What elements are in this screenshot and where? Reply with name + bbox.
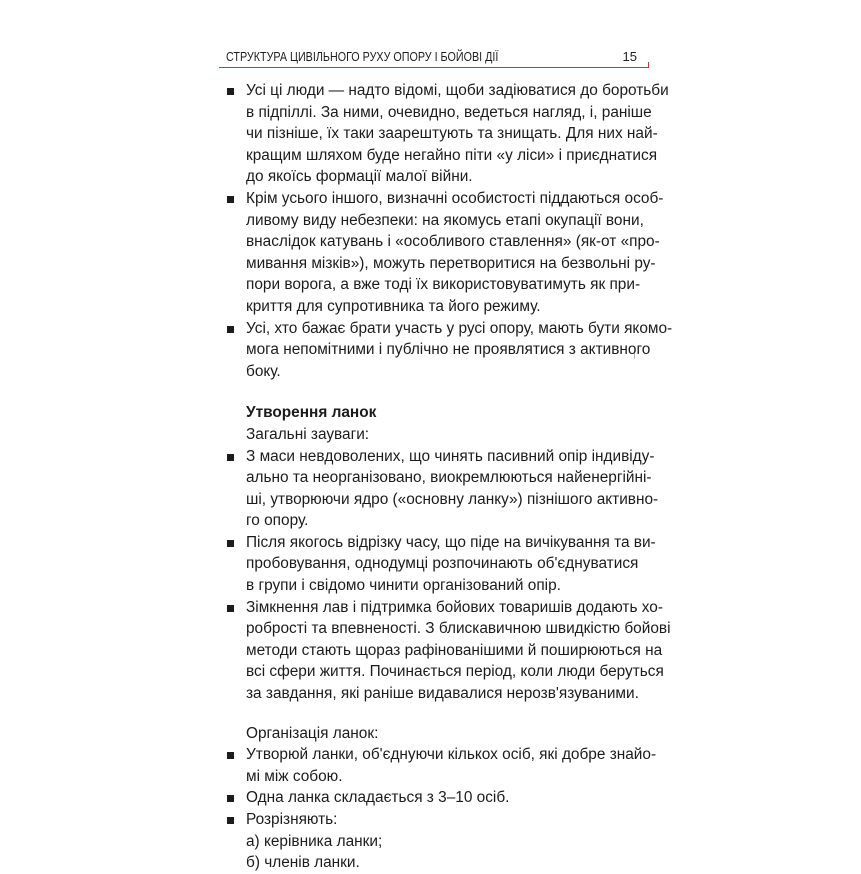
bullet-square-icon <box>227 88 234 95</box>
bullet-square-icon <box>227 326 234 333</box>
bullet-paragraph <box>224 446 659 532</box>
bullet-paragraph <box>224 318 673 383</box>
bullet-paragraph <box>224 744 657 787</box>
text-line: ально та неорганізовано, виокремлюються найенергійні- <box>246 469 652 487</box>
text-line: кращим шляхом буде негайно піти «у ліси» і приєднатися <box>246 146 658 164</box>
section-heading: Утворення ланок <box>246 404 377 422</box>
bullet-paragraph <box>224 597 671 705</box>
text-line: в підпіллі. За ними, очевидно, ведеться нагляд, і, раніше <box>246 103 652 121</box>
body-text <box>224 80 673 874</box>
text-line: го опору. <box>246 512 309 530</box>
text-line: Після якогось відрізку часу, що піде на вичікування та ви- <box>246 533 656 551</box>
running-title: СТРУКТУРА ЦИВІЛЬНОГО РУХУ ОПОРУ І БОЙОВІ ДІЇ <box>226 50 499 64</box>
text-line: мі між собою. <box>246 767 343 785</box>
text-line: за завдання, які раніше видавалися нерозв'язуваними. <box>246 685 639 703</box>
text-line: всі сфери життя. Починається період, коли люди беруться <box>246 663 664 681</box>
text-line: в групи і свідомо чинити організований опір. <box>246 577 561 595</box>
text-line: Одна ланка складається з 3–10 осіб. <box>246 789 510 807</box>
text-line: робрості та впевненості. З блискавичною швидкістю бойові <box>246 620 671 638</box>
text-line: пробовування, однодумці розпочинають об'єднуватися <box>246 555 639 573</box>
running-header <box>219 46 649 68</box>
text-line: боку. <box>246 362 281 380</box>
bullet-paragraph <box>224 809 644 831</box>
organization-label: Організація ланок: <box>246 724 379 742</box>
sub-item: а) керівника ланки; <box>246 832 383 850</box>
page-number: 15 <box>622 49 637 64</box>
bullet-square-icon <box>227 605 234 612</box>
text-line: внаслідок катувань і «особливого ставлення» (як-от «про- <box>246 233 660 251</box>
bullet-paragraph <box>224 787 644 809</box>
text-line: Усі ці люди — надто відомі, щоби задіюватися до боротьби <box>246 82 669 99</box>
bullet-square-icon <box>227 752 234 759</box>
text-line: методи стають щораз рафінованішими й поширюються на <box>246 641 663 659</box>
text-line: чи пізніше, їх таки заарештують та знищать. Для них най- <box>246 125 658 143</box>
bullet-square-icon <box>227 795 234 802</box>
bullet-paragraph <box>224 80 669 188</box>
text-line: мивання мізків»), можуть перетворитися на безвольні ру- <box>246 254 656 272</box>
bullet-paragraph <box>224 532 656 597</box>
text-line: пори ворога, а вже тоді їх використовуватимуть як при- <box>246 276 641 294</box>
text-line: Усі, хто бажає брати участь у русі опору, мають бути якомо- <box>246 319 673 337</box>
bullet-square-icon <box>227 817 234 824</box>
sub-item: б) членів ланки. <box>246 854 360 872</box>
text-line: Зімкнення лав і підтримка бойових товаришів додають хо- <box>246 598 663 616</box>
text-line: Крім усього іншого, визначні особистості піддаються особ- <box>246 189 664 207</box>
text-line: мога непомітними і публічно не проявлятися з активного <box>246 341 651 359</box>
header-rule <box>219 67 649 68</box>
bullet-square-icon <box>227 454 234 461</box>
text-line: до якоїсь формації малої війни. <box>246 168 473 186</box>
text-line: З маси невдоволених, що чинять пасивний опір індивіду- <box>246 447 655 465</box>
text-line: ші, утворюючи ядро («основну ланку») пізнішого активно- <box>246 490 659 508</box>
bullet-square-icon <box>227 196 234 203</box>
header-rule-tick <box>648 62 649 68</box>
bullet-paragraph <box>224 188 664 318</box>
text-line: ливому виду небезпеки: на якомусь етапі окупації вони, <box>246 211 644 229</box>
text-line: Розрізняють: <box>246 811 338 828</box>
bullet-square-icon <box>227 540 234 547</box>
general-notes-label: Загальні зауваги: <box>246 425 370 443</box>
text-line: Утворюй ланки, об'єднуючи кількох осіб, які добре знайо- <box>246 746 657 764</box>
text-line: криття для супротивника та його режиму. <box>246 297 541 315</box>
